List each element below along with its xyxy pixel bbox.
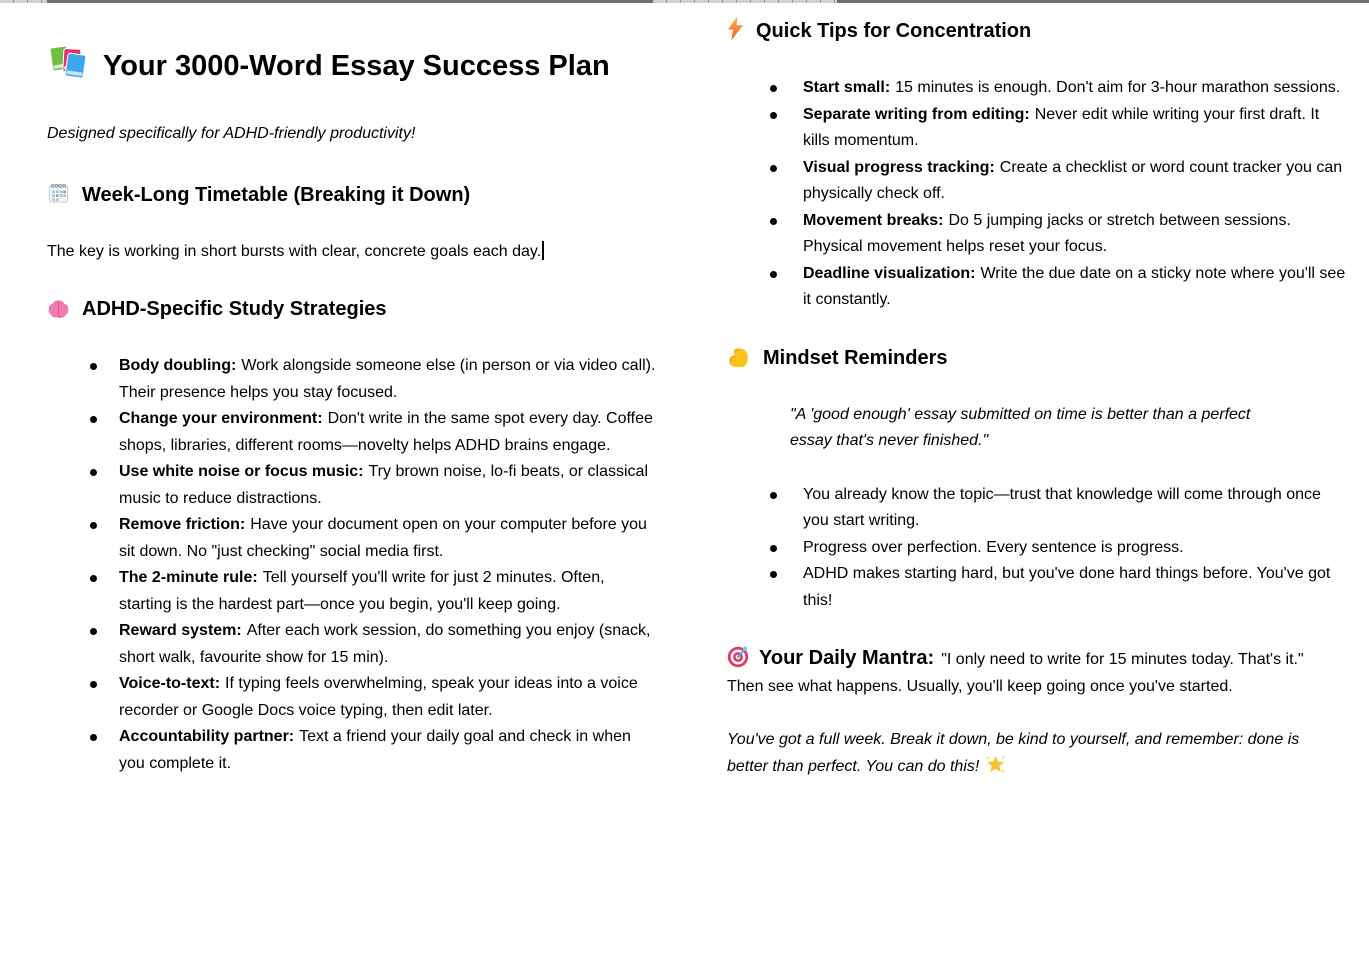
reminders-list[interactable] bbox=[727, 482, 1347, 615]
mindset-quote[interactable]: "A 'good enough' essay submitted on time is better than a perfect essay that's never finished." bbox=[790, 405, 1251, 449]
list-item-text: ADHD makes starting hard, but you've done hard things before. You've got this! bbox=[803, 565, 1331, 609]
list-item[interactable] bbox=[119, 724, 660, 777]
list-item-lead: Accountability partner: bbox=[119, 728, 295, 745]
list-item[interactable] bbox=[803, 561, 1347, 614]
target-icon bbox=[727, 644, 751, 668]
list-item[interactable] bbox=[803, 482, 1347, 535]
list-item[interactable] bbox=[119, 459, 660, 512]
list-item-text: Tell yourself you'll write for just 2 minutes. Often, starting is the hardest part—once you begin, you'll keep going. bbox=[119, 569, 605, 613]
list-item-text: Try brown noise, lo-fi beats, or classical music to reduce distractions. bbox=[119, 463, 649, 507]
list-item-lead: Change your environment: bbox=[119, 410, 323, 427]
list-item-text: Work alongside someone else (in person or via video call). Their presence helps you stay focused. bbox=[119, 357, 656, 401]
list-item[interactable] bbox=[119, 353, 660, 406]
list-item-text: Create a checklist or word count tracker you can physically check off. bbox=[803, 158, 1343, 202]
list-item-text: After each work session, do something you enjoy (snack, short walk, favourite show for 15 min). bbox=[119, 622, 651, 666]
glowing-star-icon bbox=[985, 754, 1006, 775]
list-item[interactable] bbox=[803, 535, 1347, 562]
strategies-heading[interactable] bbox=[47, 296, 660, 322]
list-item-text: If typing feels overwhelming, speak your ideas into a voice recorder or Google Docs voice typing, then edit later. bbox=[119, 675, 638, 719]
daily-mantra[interactable] bbox=[727, 644, 1339, 700]
document-left-column[interactable] bbox=[47, 0, 660, 777]
mindset-heading-text: Mindset Reminders bbox=[763, 346, 948, 369]
ruler-margin-segment bbox=[0, 0, 47, 3]
mantra-lead: Your Daily Mantra: bbox=[759, 647, 935, 669]
list-item-text: Never edit while writing your first draft. It kills momentum. bbox=[803, 105, 1320, 149]
mantra-text: "I only need to write for 15 minutes today. That's it." Then see what happens. Usually, you'll keep going once you've started. bbox=[727, 651, 1304, 695]
list-item[interactable] bbox=[119, 406, 660, 459]
list-item-lead: Movement breaks: bbox=[803, 211, 944, 229]
mindset-heading[interactable] bbox=[727, 345, 1347, 371]
list-item-text: Text a friend your daily goal and check in when you complete it. bbox=[119, 728, 631, 772]
tips-list[interactable] bbox=[727, 75, 1347, 314]
list-item[interactable] bbox=[119, 618, 660, 671]
list-item-lead: Voice-to-text: bbox=[119, 675, 221, 692]
list-item-lead: Body doubling: bbox=[119, 357, 237, 374]
list-item-text: Write the due date on a sticky note where you'll see it constantly. bbox=[803, 264, 1346, 308]
list-item[interactable] bbox=[119, 565, 660, 618]
document-subtitle[interactable]: Designed specifically for ADHD-friendly productivity! bbox=[47, 125, 416, 142]
list-item[interactable] bbox=[119, 671, 660, 724]
lightning-icon bbox=[727, 16, 744, 41]
timetable-heading-text: Week-Long Timetable (Breaking it Down) bbox=[82, 183, 471, 206]
tips-heading[interactable] bbox=[727, 16, 1347, 44]
list-item[interactable] bbox=[803, 102, 1347, 155]
brain-icon bbox=[47, 299, 70, 319]
closing-note-text: You've got a full week. Break it down, be kind to yourself, and remember: done is better than perfect. You can do this! bbox=[727, 731, 1300, 775]
list-item[interactable] bbox=[803, 155, 1347, 208]
list-item-lead: Deadline visualization: bbox=[803, 264, 976, 282]
list-item[interactable] bbox=[803, 75, 1347, 102]
flexed-biceps-icon bbox=[727, 346, 751, 368]
list-item-text: Progress over perfection. Every sentence is progress. bbox=[803, 538, 1184, 556]
list-item-lead: Start small: bbox=[803, 79, 891, 96]
timetable-heading[interactable] bbox=[47, 182, 660, 208]
list-item[interactable] bbox=[803, 261, 1347, 314]
list-item-text: Don't write in the same spot every day. Coffee shops, libraries, different rooms—novelty helps ADHD brains engage. bbox=[119, 410, 653, 454]
list-item-lead: Remove friction: bbox=[119, 516, 246, 533]
timetable-intro[interactable] bbox=[47, 239, 635, 266]
list-item-lead: Use white noise or focus music: bbox=[119, 463, 364, 480]
list-item-text: 15 minutes is enough. Don't aim for 3-hour marathon sessions. bbox=[895, 79, 1341, 96]
text-cursor bbox=[542, 241, 544, 260]
timetable-intro-text: The key is working in short bursts with clear, concrete goals each day. bbox=[47, 242, 542, 260]
document-title-text: Your 3000-Word Essay Success Plan bbox=[103, 50, 610, 82]
strategies-heading-text: ADHD-Specific Study Strategies bbox=[82, 298, 387, 320]
closing-note[interactable] bbox=[727, 727, 1339, 780]
books-icon bbox=[47, 44, 89, 80]
list-item-lead: Separate writing from editing: bbox=[803, 105, 1030, 123]
tips-heading-text: Quick Tips for Concentration bbox=[756, 20, 1032, 42]
document-right-column[interactable] bbox=[727, 0, 1347, 780]
list-item[interactable] bbox=[803, 208, 1347, 261]
list-item-text: You already know the topic—trust that knowledge will come through once you start writing. bbox=[803, 485, 1321, 529]
list-item-text: Do 5 jumping jacks or stretch between sessions. Physical movement helps reset your focus. bbox=[803, 211, 1291, 255]
list-item[interactable] bbox=[119, 512, 660, 565]
list-item-lead: Visual progress tracking: bbox=[803, 158, 995, 176]
spiral-calendar-icon bbox=[47, 182, 70, 205]
strategies-list[interactable] bbox=[47, 353, 660, 777]
list-item-text: Have your document open on your computer before you sit down. No "just checking" social media first. bbox=[119, 516, 647, 560]
list-item-lead: The 2-minute rule: bbox=[119, 569, 258, 586]
list-item-lead: Reward system: bbox=[119, 622, 242, 639]
document-title[interactable] bbox=[47, 44, 635, 89]
